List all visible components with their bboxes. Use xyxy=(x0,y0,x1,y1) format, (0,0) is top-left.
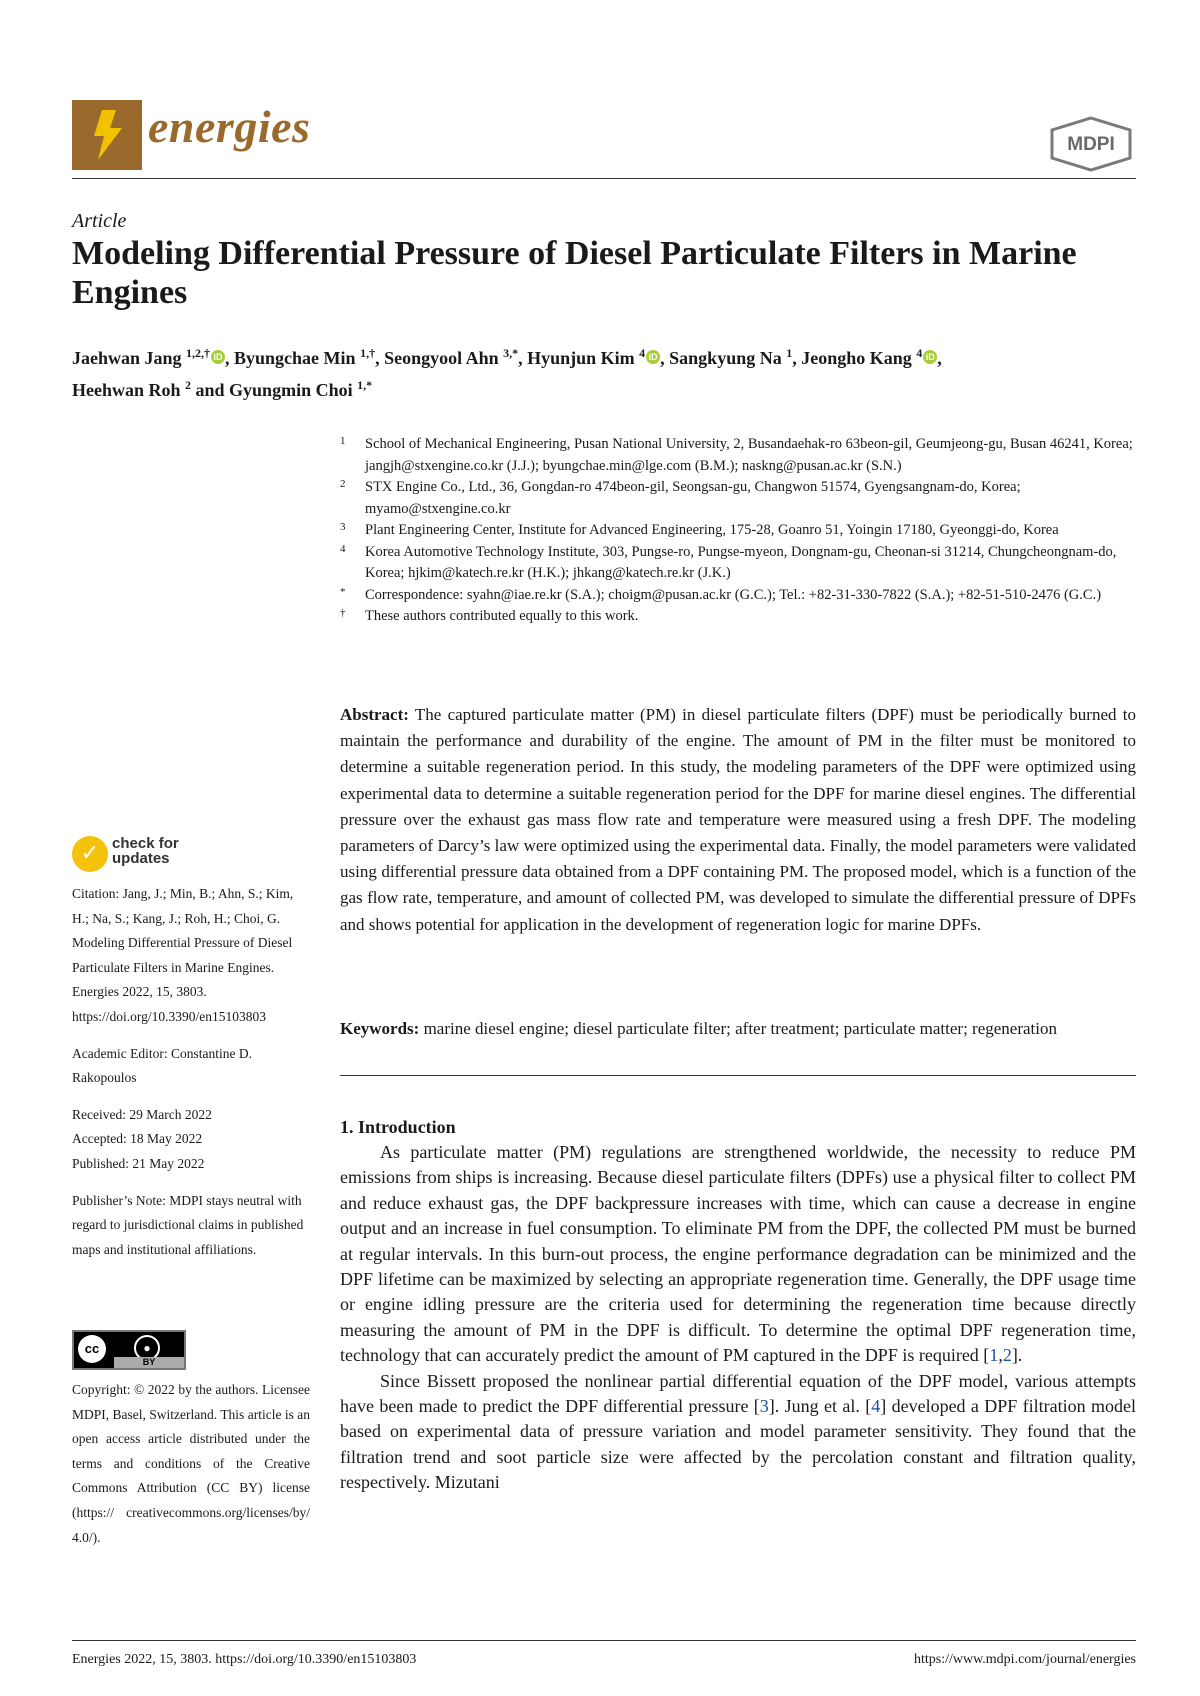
author-affiliation-marker: 3,* xyxy=(503,346,519,360)
abstract-divider xyxy=(340,1075,1136,1076)
author-name: Sangkyung Na xyxy=(669,348,782,368)
orcid-icon[interactable]: iD xyxy=(646,350,660,364)
keywords-label: Keywords: xyxy=(340,1019,420,1038)
attribution-icon: ● xyxy=(134,1335,160,1361)
author-separator: , xyxy=(660,348,670,368)
academic-editor: Academic Editor: Constantine D. Rakopoulos xyxy=(72,1045,252,1086)
publisher-note: Publisher’s Note: MDPI stays neutral with regard to jurisdictional claims in published maps and institutional affiliations. xyxy=(72,1192,304,1257)
check-updates-icon[interactable]: ✓ xyxy=(72,836,108,872)
affiliation-text: These authors contributed equally to this work. xyxy=(365,608,639,624)
author-affiliation-marker: 1,2,† xyxy=(186,346,211,360)
author-separator: , xyxy=(518,348,528,368)
affiliation-list xyxy=(340,434,1140,628)
footer-divider xyxy=(72,1640,1136,1641)
cc-icon: cc xyxy=(78,1335,106,1363)
affiliation xyxy=(340,542,1140,585)
check-updates-label[interactable]: check for updates xyxy=(112,835,179,867)
affiliation xyxy=(340,434,1140,477)
abstract xyxy=(340,702,1136,938)
affiliation-text: Correspondence: syahn@iae.re.kr (S.A.); choigm@pusan.ac.kr (G.C.); Tel.: +82-31-330-7822 (S.A.); +82-51-510-2476 (G.C.) xyxy=(365,586,1102,603)
author-name: Gyungmin Choi xyxy=(229,380,353,400)
footer-citation[interactable]: Energies 2022, 15, 3803. https://doi.org/10.3390/en15103803 xyxy=(72,1652,417,1667)
affiliation-text: STX Engine Co., Ltd., 36, Gongdan-ro 474beon-gil, Seongsan-gu, Changwon 51574, Gyengsangnam-do, Korea; myamo@stxengine.co.kr xyxy=(365,479,1021,517)
affiliation xyxy=(340,585,1140,607)
author-affiliation-marker: 4 xyxy=(639,346,646,360)
abstract-label: Abstract: xyxy=(340,705,409,724)
affiliation-marker: 1 xyxy=(340,435,346,447)
mdpi-logo-text: MDPI xyxy=(1067,134,1115,155)
affiliation-marker: 4 xyxy=(340,542,346,555)
author-affiliation-marker: 1,† xyxy=(360,346,376,360)
affiliation-marker: 3 xyxy=(340,521,346,533)
author-separator: , xyxy=(792,348,802,368)
author-affiliation-marker: 4 xyxy=(916,346,923,360)
cc-by-license-badge[interactable] xyxy=(72,1330,186,1370)
received-date: Received: 29 March 2022 xyxy=(72,1106,212,1122)
affiliation-text: Korea Automotive Technology Institute, 303, Pungse-ro, Pungse-myeon, Dongnam-gu, Cheonan-si 31214, Chungcheongnam-do, Korea; hjkim@katech.re.kr (H.K.); jhkang@katech.re.kr (J.K.) xyxy=(365,543,1117,581)
author-name: Hyunjun Kim xyxy=(527,348,635,368)
author-name: Heehwan Roh xyxy=(72,380,181,400)
affiliation xyxy=(340,477,1140,520)
journal-name: energies xyxy=(148,101,311,152)
reference-link[interactable]: 1 xyxy=(989,1345,999,1366)
reference-link[interactable]: 2 xyxy=(1002,1345,1012,1366)
introduction-body xyxy=(340,1140,1136,1496)
affiliation xyxy=(340,606,1140,628)
lightning-icon xyxy=(72,100,142,170)
affiliation-marker: 2 xyxy=(340,478,346,490)
abstract-text: The captured particulate matter (PM) in diesel particulate filters (DPF) must be periodically burned to maintain the performance and durability of the engine. The amount of PM in the filter must be monitored to determine a suitable regeneration period. In this study, the modeling parameters of the DPF were optimized using experimental data to determine a suitable regeneration period for the DPF for marine diesel engines. The differential pressure over the exhaust gas mass flow rate and temperature were measured using a fresh DPF. The modeling parameters of Darcy’s law were optimized using the experimental data. Finally, the model parameters were validated using differential pressure data obtained from a DPF containing PM. The proposed model, which is a function of the gas flow rate, temperature, and amount of collected PM, was developed to simulate the differential pressure of DPFs and shows potential for application in the development of regeneration logic for marine DPFs. xyxy=(340,705,1136,934)
affiliation-text: School of Mechanical Engineering, Pusan National University, 2, Busandaehak-ro 63beon-gil, Geumjeong-gu, Busan 46241, Korea; jangjh@stxengine.co.kr (J.J.); byungchae.min@lge.com (B.M.); naskng@pusan.ac.kr (S.N.) xyxy=(365,436,1133,474)
author-separator: and xyxy=(191,380,230,400)
paragraph: As particulate matter (PM) regulations are strengthened worldwide, the necessity to reduce PM emissions from ships is increasing. Because diesel particulate filters (DPFs) use a physical filter to collect PM and reduce exhaust gas, the DPF backpressure increases with time, which can cause a decrease in engine output and an increase in fuel consumption. To eliminate PM from the DPF, the collected PM must be burned at regular intervals. In this burn-out process, the engine performance degradation can be minimized and the DPF lifetime can be maximized by selecting an appropriate regeneration time. Generally, the DPF usage time or engine idling pressure are the criteria used for determining the regeneration time because directly measuring the amount of PM in the DPF is difficult. To determine the optimal DPF regeneration time, technology that can accurately predict the amount of PM captured in the DPF is required [1,2]. xyxy=(340,1142,1136,1366)
published-date: Published: 21 May 2022 xyxy=(72,1155,205,1171)
affiliation xyxy=(340,520,1140,542)
author-name: Jaehwan Jang xyxy=(72,348,182,368)
affiliation-marker: * xyxy=(340,585,346,598)
section-title: 1. Introduction xyxy=(340,1117,456,1137)
mdpi-logo xyxy=(1048,116,1134,172)
orcid-icon[interactable]: iD xyxy=(211,350,225,364)
header-divider xyxy=(72,178,1136,179)
reference-link[interactable]: 3 xyxy=(759,1396,769,1417)
author-separator: , xyxy=(375,348,385,368)
author-name: Seongyool Ahn xyxy=(384,348,499,368)
affiliation-text: Plant Engineering Center, Institute for Advanced Engineering, 175-28, Goanro 51, Yoingin 17180, Gyeonggi-do, Korea xyxy=(365,522,1059,538)
copyright-notice: Copyright: © 2022 by the authors. Licensee MDPI, Basel, Switzerland. This article is an open access article distributed under the terms and conditions of the Creative Commons Attribution (CC BY) license (https:// creativecommons.org/licenses/by/ 4.0/). xyxy=(72,1382,310,1545)
author-affiliation-marker: 1,* xyxy=(357,378,373,392)
author-name: Byungchae Min xyxy=(234,348,356,368)
reference-link[interactable]: 4 xyxy=(871,1396,881,1417)
mdpi-hexagon-icon xyxy=(1048,116,1134,172)
author-separator: , xyxy=(937,348,942,368)
orcid-icon[interactable]: iD xyxy=(923,350,937,364)
article-type: Article xyxy=(72,210,127,232)
author-name: Jeongho Kang xyxy=(801,348,912,368)
footer-journal-url[interactable]: https://www.mdpi.com/journal/energies xyxy=(913,1652,1136,1667)
paragraph: Since Bissett proposed the nonlinear partial differential equation of the DPF model, various attempts have been made to predict the DPF differential pressure [3]. Jung et al. [4] developed a DPF filtration model based on experimental data of pressure variation and model parameter sensitivity. They found that the filtration trend and soot particle size were affected by the percolation constant and filtration quality, respectively. Mizutani xyxy=(340,1370,1136,1493)
cc-by-label: BY xyxy=(114,1357,184,1368)
citation: Citation: Jang, J.; Min, B.; Ahn, S.; Kim, H.; Na, S.; Kang, J.; Roh, H.; Choi, G. Modeling Differential Pressure of Diesel Particulate Filters in Marine Engines. Energies 2022, 15, 3803. https://doi.org/10.3390/en15103803 xyxy=(72,886,294,1024)
author-affiliation-marker: 1 xyxy=(786,346,793,360)
author-list xyxy=(72,340,1136,404)
author-affiliation-marker: 2 xyxy=(185,378,192,392)
sidebar-meta xyxy=(72,882,310,1274)
affiliation-marker: † xyxy=(340,607,346,619)
author-separator: , xyxy=(225,348,235,368)
keywords-text: marine diesel engine; diesel particulate filter; after treatment; particulate matter; regeneration xyxy=(423,1019,1057,1038)
journal-logo xyxy=(72,100,142,170)
keywords xyxy=(340,1016,1136,1042)
accepted-date: Accepted: 18 May 2022 xyxy=(72,1131,203,1147)
article-title: Modeling Differential Pressure of Diesel Particulate Filters in Marine Engines xyxy=(72,235,1077,311)
